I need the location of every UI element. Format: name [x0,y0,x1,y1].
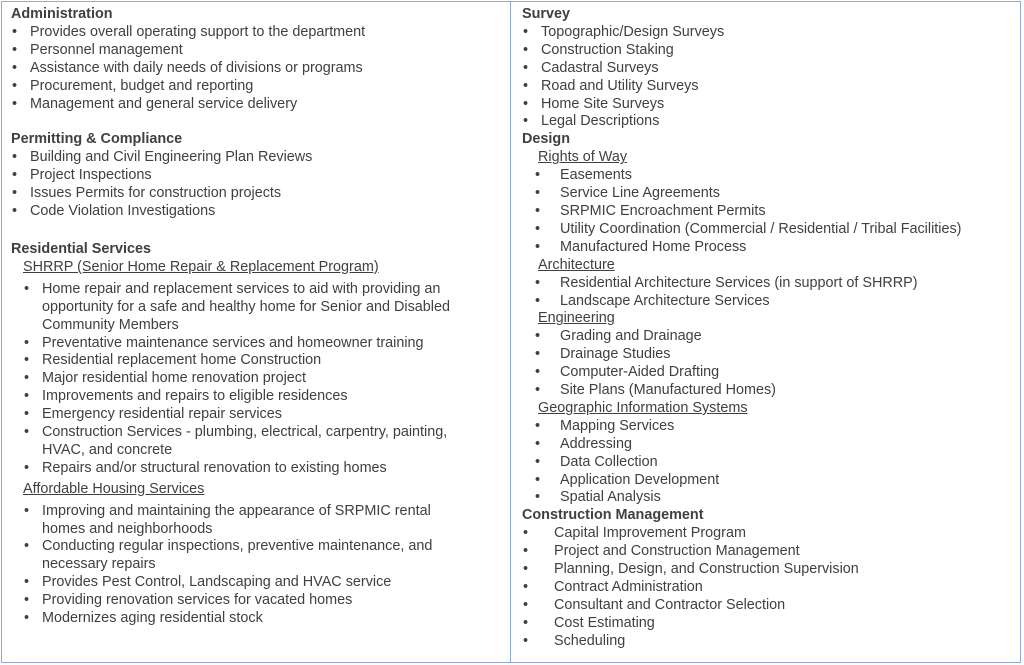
list-item: • Mapping Services [522,418,1017,436]
list-item: • Construction Staking [522,42,1017,60]
list-item: • Computer-Aided Drafting [522,364,1017,382]
list-item: • Grading and Drainage [522,328,1017,346]
list-item: • Repairs and/or structural renovation to existing homes [11,460,506,478]
construction-heading: Construction Management [522,507,704,524]
shrrp-subheading: SHRRP (Senior Home Repair & Replacement Program) [23,258,379,275]
right-column [522,6,1017,651]
list-item: • Topographic/Design Surveys [522,24,1017,42]
list-item: • Conducting regular inspections, preventive maintenance, and necessary repairs [11,538,437,574]
engineering-subheading: Engineering [538,310,615,327]
list-item: • Emergency residential repair services [11,406,506,424]
list-item: • Provides Pest Control, Landscaping and HVAC service [11,574,506,592]
list-item: • Utility Coordination (Commercial / Residential / Tribal Facilities) [522,221,1017,239]
list-item: • Road and Utility Surveys [522,78,1017,96]
list-item: • Application Development [522,472,1017,490]
gis-subheading: Geographic Information Systems [538,399,748,416]
list-item: • Addressing [522,436,1017,454]
list-item: • Spatial Analysis [522,489,1017,507]
list-item: • Manufactured Home Process [522,239,1017,257]
list-item: • Legal Descriptions [522,113,1017,131]
list-item: • Management and general service delivery [11,96,506,114]
list-item: • Site Plans (Manufactured Homes) [522,382,1017,400]
list-item: • Data Collection [522,454,1017,472]
list-item: • Modernizes aging residential stock [11,610,506,628]
list-item: • Planning, Design, and Construction Supervision [522,561,1017,579]
list-item: • Project Inspections [11,167,506,185]
list-item: • Personnel management [11,42,506,60]
list-item: • Easements [522,167,1017,185]
list-item: • Scheduling [522,633,1017,651]
rights-of-way-subheading: Rights of Way [538,149,628,166]
list-item: • Home repair and replacement services to aid with providing an opportunity for a safe and healthy home for Senior and Disabled Community Members [11,281,482,335]
residential-heading: Residential Services [11,240,151,257]
list-item: • Procurement, budget and reporting [11,78,506,96]
list-item: • Drainage Studies [522,346,1017,364]
list-item: • Consultant and Contractor Selection [522,597,1017,615]
list-item: • Landscape Architecture Services [522,293,1017,311]
list-item: • Providing renovation services for vacated homes [11,592,506,610]
list-item: • Project and Construction Management [522,543,1017,561]
list-item: • Capital Improvement Program [522,525,1017,543]
list-item: • Preventative maintenance services and homeowner training [11,335,506,353]
list-item: • Major residential home renovation project [11,370,506,388]
list-item: • Building and Civil Engineering Plan Reviews [11,149,506,167]
list-item: • Issues Permits for construction projects [11,185,506,203]
column-divider [510,1,511,663]
affordable-subheading: Affordable Housing Services [23,480,205,497]
list-item: • Assistance with daily needs of divisions or programs [11,60,506,78]
design-heading: Design [522,131,570,148]
list-item: • Code Violation Investigations [11,203,506,221]
list-item: • Service Line Agreements [522,185,1017,203]
survey-heading: Survey [522,6,570,22]
permitting-heading: Permitting & Compliance [11,131,183,148]
list-item: • Home Site Surveys [522,96,1017,114]
architecture-subheading: Architecture [538,256,615,273]
list-item: • Provides overall operating support to the department [11,24,506,42]
list-item: • Improving and maintaining the appearance of SRPMIC rental homes and neighborhoods [11,503,472,539]
administration-heading: Administration [11,6,113,22]
list-item: • Residential replacement home Construction [11,352,506,370]
list-item: • SRPMIC Encroachment Permits [522,203,1017,221]
left-column [11,6,506,628]
list-item: • Construction Services - plumbing, electrical, carpentry, painting, HVAC, and concrete [11,424,487,460]
list-item: • Improvements and repairs to eligible residences [11,388,506,406]
list-item: • Contract Administration [522,579,1017,597]
list-item: • Cost Estimating [522,615,1017,633]
list-item: • Cadastral Surveys [522,60,1017,78]
list-item: • Residential Architecture Services (in support of SHRRP) [522,275,1017,293]
